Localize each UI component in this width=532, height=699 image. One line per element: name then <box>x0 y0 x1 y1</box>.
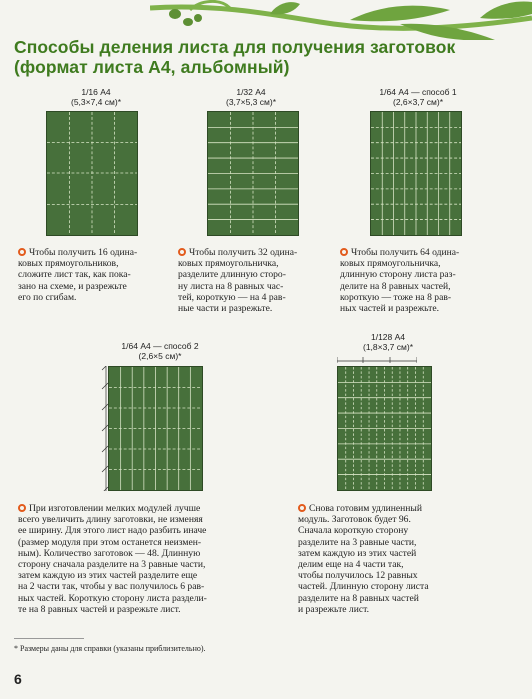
page-title-line-2: (формат листа А4, альбомный) <box>14 57 290 77</box>
panel-1-description: Чтобы получить 16 одина- ковых прямоугольников, сложите лист так, как пока- зано на схеме, и разрежьте его по сгибам. <box>18 247 138 303</box>
panel-2-text <box>178 247 328 314</box>
panel-5-label: 1/128 А4 <box>370 332 406 342</box>
bullet-icon <box>178 248 186 256</box>
panel-5-description: Снова готовим удлиненный модуль. Заготовок будет 96. Сначала короткую сторону разделите на 3 равные части, затем каждую из этих частей делим еще на 4 части так, чтобы получилось 12 равных частей. Длинную сторону листа разделите на 8 равных частей и разрежьте лист. <box>298 503 429 615</box>
panel-5-caption <box>338 332 438 352</box>
panel-2-caption <box>196 87 306 107</box>
panel-3-text <box>340 247 500 314</box>
panel-5-size: (1,8×3,7 см)* <box>362 342 414 352</box>
top-tick-marks <box>337 353 417 363</box>
panel-1-label: 1/16 А4 <box>81 87 111 97</box>
panel-3-caption <box>358 87 478 107</box>
panel-1-caption <box>46 87 146 107</box>
bullet-icon <box>340 248 348 256</box>
sheet-diagram-1-16 <box>46 111 138 236</box>
panel-4-label: 1/64 А4 — способ 2 <box>121 341 199 351</box>
panel-4-description: При изготовлении мелких модулей лучше всего увеличить длину заготовки, не изменяя ее ширину. Для этого лист надо разбить иначе (размер модуля при этом останется неизмен- ным). Количество заготовок — 48. Длинную сторону сначала разделите на 3 равные части, затем каждую из этих частей разделите еще на 2 части так, чтобы у вас получилось 6 рав- ных частей. Короткую сторону листа раздели- те на 8 равных частей и разрежьте лист. <box>18 503 207 615</box>
leaf-branch-decoration <box>150 0 532 40</box>
panel-2-size: (3,7×5,3 см)* <box>225 97 277 107</box>
panel-2-label: 1/32 А4 <box>236 87 266 97</box>
sheet-diagram-1-128 <box>337 366 432 491</box>
bullet-icon <box>18 248 26 256</box>
panel-1-size: (5,3×7,4 см)* <box>70 97 122 107</box>
panel-1-text <box>18 247 166 303</box>
panel-4-caption <box>100 341 220 361</box>
panel-4-text <box>18 503 288 615</box>
bullet-icon <box>18 504 26 512</box>
bullet-icon <box>298 504 306 512</box>
panel-5-text <box>298 503 473 615</box>
page-title-line-1: Способы деления листа для получения заготовок <box>14 37 456 57</box>
panel-3-size: (2,6×3,7 см)* <box>392 97 444 107</box>
panel-4-size: (2,6×5 см)* <box>138 351 182 361</box>
sheet-diagram-1-64-method-2 <box>108 366 203 491</box>
footnote: * Размеры даны для справки (указаны приблизительно). <box>14 644 206 653</box>
sheet-diagram-1-64-method-1 <box>370 111 462 236</box>
side-tick-marks <box>93 366 109 491</box>
panel-3-label: 1/64 А4 — способ 1 <box>379 87 457 97</box>
sheet-diagram-1-32 <box>207 111 299 236</box>
panel-2-description: Чтобы получить 32 одина- ковых прямоугольничка, разделите длинную сторо- ну листа на 8 равных час- тей, короткую — на 4 рав- ные части и разрежьте. <box>178 247 298 315</box>
page-number: 6 <box>14 671 22 687</box>
panel-3-description: Чтобы получить 64 одина- ковых прямоугольничка, длинную сторону листа раз- делите на 8 равных частей, короткую — тоже на 8 рав- ных частей и разрежьте. <box>340 247 460 315</box>
page-title <box>14 37 514 77</box>
footnote-divider <box>14 638 84 639</box>
